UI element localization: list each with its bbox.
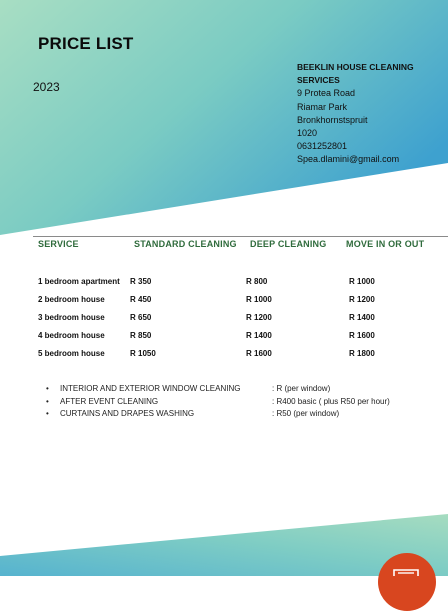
deep-price-cell: R 800: [246, 277, 268, 286]
extra-service-label: INTERIOR AND EXTERIOR WINDOW CLEANING: [60, 384, 241, 393]
standard-price-cell: R 350: [130, 277, 152, 286]
deep-price-cell: R 1000: [246, 295, 272, 304]
standard-price-cell: R 650: [130, 313, 152, 322]
extra-service-price: : R400 basic ( plus R50 per hour): [272, 396, 390, 406]
service-cell: 5 bedroom house: [38, 349, 105, 358]
year-label: 2023: [33, 80, 60, 94]
column-header-standard: STANDARD CLEANING: [134, 239, 237, 249]
service-cell: 2 bedroom house: [38, 295, 105, 304]
bullet-icon: •: [46, 409, 49, 418]
extra-service-price: : R (per window): [272, 384, 331, 393]
address-line-2: Riamar Park: [297, 101, 348, 112]
move-price-cell: R 1800: [349, 349, 375, 358]
list-item: [46, 384, 446, 397]
list-item: [46, 409, 446, 422]
address-line-3: Bronkhornstspruit: [297, 114, 368, 125]
extra-services-list: [46, 384, 446, 422]
standard-price-cell: R 1050: [130, 349, 156, 358]
move-price-cell: R 1200: [349, 295, 375, 304]
list-item: [46, 397, 446, 410]
address-line-1: 9 Protea Road: [297, 88, 356, 99]
service-cell: 3 bedroom house: [38, 313, 105, 322]
service-cell: 1 bedroom apartment: [38, 277, 120, 286]
floating-action-button[interactable]: [378, 553, 436, 611]
page-title: PRICE LIST: [38, 34, 134, 53]
move-price-cell: R 1400: [349, 313, 375, 322]
phone-number: 0631252801: [297, 141, 348, 152]
column-header-service: SERVICE: [38, 239, 79, 249]
extra-service-label: AFTER EVENT CLEANING: [60, 396, 159, 406]
table-header-row: [33, 236, 448, 257]
extra-service-price: : R50 (per window): [272, 409, 340, 418]
service-cell: 4 bedroom house: [38, 331, 105, 340]
deep-price-cell: R 1200: [246, 313, 272, 322]
company-info: [297, 61, 437, 167]
column-header-move: MOVE IN OR OUT: [346, 239, 425, 249]
standard-price-cell: R 450: [130, 295, 152, 304]
bullet-icon: •: [46, 396, 49, 406]
move-price-cell: R 1600: [349, 331, 375, 340]
extra-service-label: CURTAINS AND DRAPES WASHING: [60, 409, 195, 418]
standard-price-cell: R 850: [130, 331, 152, 340]
deep-price-cell: R 1600: [246, 349, 272, 358]
column-header-deep: DEEP CLEANING: [250, 239, 327, 249]
company-name: BEEKLIN HOUSE CLEANING SERVICES: [297, 62, 414, 86]
email-address: Spea.dlamini@gmail.com: [297, 154, 400, 165]
move-price-cell: R 1000: [349, 277, 375, 286]
postal-code: 1020: [297, 128, 318, 139]
deep-price-cell: R 1400: [246, 331, 272, 340]
bullet-icon: •: [46, 384, 49, 393]
